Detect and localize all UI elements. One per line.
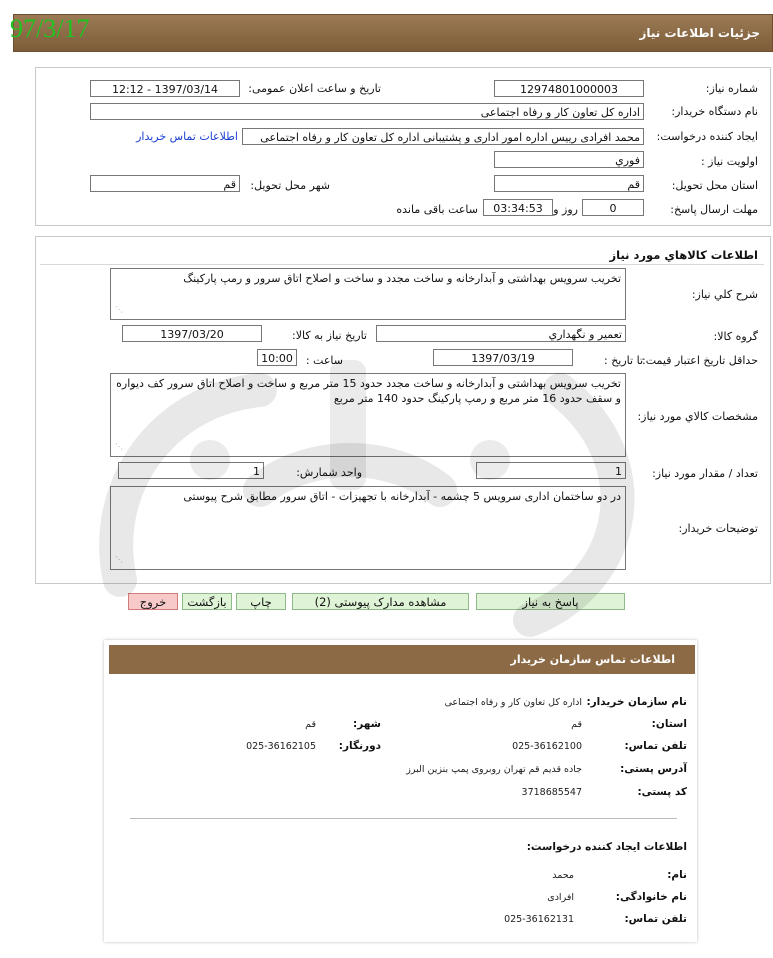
need-date-label: تاریخ نیاز به کالا: [292,329,367,342]
creator-last-name-value: افرادی [547,892,574,903]
contact-address-value: جاده قدیم قم تهران روبروی پمپ بنزین البرز [406,764,582,775]
unit-label: واحد شمارش: [296,466,362,479]
contact-province-label: استان: [651,718,687,730]
goods-group-field: تعمیر و نگهداري [376,325,626,342]
resize-grip-icon: ⋰ [115,555,123,564]
buyer-org-field: اداره کل تعاون کار و رفاه اجتماعی [90,103,644,120]
print-button[interactable]: چاپ [236,593,286,610]
view-attachments-button[interactable]: مشاهده مدارک پیوستی (2) [292,593,469,610]
contact-fax-value: 025-36162105 [246,741,316,752]
deadline-label: مهلت ارسال پاسخ: [670,203,758,216]
buyer-notes-text: در دو ساختمان اداری سرویس 5 چشمه - آبدارخانه با تجهیزات - اتاق سرور مطابق شرح پیوستی [183,490,621,503]
hour-label: ساعت : [305,354,343,367]
need-date-field: 1397/03/20 [122,325,262,342]
buyer-contact-link[interactable]: اطلاعات تماس خریدار [136,130,238,143]
province-field: قم [494,175,644,192]
contact-fax-label: دورنگار: [338,740,381,752]
contact-header [109,645,695,674]
requester-label: ایجاد کننده درخواست: [656,130,758,143]
quantity-label: تعداد / مقدار مورد نیاز: [652,467,758,480]
buyer-notes-textarea[interactable] [110,486,626,570]
creator-phone-value: 025-36162131 [504,914,574,925]
general-desc-textarea[interactable] [110,268,626,320]
to-date-label: تا تاریخ : [604,354,643,367]
need-number-label: شماره نیاز: [705,82,758,95]
announce-datetime-label: تاریخ و ساعت اعلان عمومی: [248,82,381,95]
specs-label: مشخصات کالاي مورد نياز: [637,410,758,423]
goods-divider [40,264,764,265]
specs-textarea[interactable] [110,373,626,457]
city-label: شهر محل تحویل: [250,179,330,192]
page-title: جزئیات اطلاعات نیاز [639,26,760,40]
contact-postal-label: کد پستی: [637,786,687,798]
announce-datetime-field: 1397/03/14 - 12:12 [90,80,240,97]
contact-postal-value: 3718685547 [521,787,582,798]
creator-last-name-label: نام خانوادگی: [615,891,687,903]
creator-first-name-value: محمد [552,870,574,881]
goods-group-label: گروه کالا: [713,330,758,343]
buyer-notes-label: توضیحات خریدار: [678,522,758,535]
exit-button[interactable]: خروج [128,593,178,610]
province-label: استان محل تحویل: [671,179,758,192]
priority-field: فوري [494,151,644,168]
resize-grip-icon: ⋰ [115,305,123,314]
resize-grip-icon: ⋰ [115,442,123,451]
specs-text: تخریب سرویس بهداشتی و آبدارخانه و ساخت مجدد حدود 15 متر مربع و ساخت و اصلاح اتاق سرور کف دیواره و سقف حدود 16 متر مربع و رمپ پارکینگ حدود 140 متر مربع [116,377,621,405]
to-date-field: 1397/03/19 [433,349,573,366]
contact-title: اطلاعات تماس سازمان خریدار [510,653,675,666]
days-field: 0 [582,199,644,216]
quantity-field: 1 [476,462,626,479]
contact-province-value: قم [571,719,582,730]
contact-city-value: قم [305,719,316,730]
contact-divider [130,818,677,819]
hour-field: 10:00 [257,349,297,366]
contact-phone-value: 025-36162100 [512,741,582,752]
days-word: روز و [553,203,578,216]
city-field: قم [90,175,240,192]
creator-first-name-label: نام: [667,869,687,881]
back-button[interactable]: بازگشت [182,593,232,610]
title-bar [13,14,773,52]
priority-label: اولویت نیاز : [700,155,758,168]
general-desc-label: شرح کلي نياز: [691,288,758,301]
need-number-field: 12974801000003 [494,80,644,97]
unit-field: 1 [118,462,264,479]
time-remaining-field: 03:34:53 [483,199,553,216]
contact-card [104,640,697,942]
contact-address-label: آدرس پستی: [620,763,687,775]
contact-phone-label: تلفن تماس: [624,740,687,752]
time-remaining-label: ساعت باقی مانده [396,203,478,216]
goods-section-title: اطلاعات کالاهاي مورد نياز [609,248,758,262]
creator-title: اطلاعات ایجاد کننده درخواست: [526,841,687,853]
contact-org-value: اداره کل تعاون کار و رفاه اجتماعی [444,697,582,708]
general-desc-text: تخریب سرویس بهداشتی و آبدارخانه و ساخت مجدد و ساخت و اصلاح اتاق سرور و رمپ پارکینگ [183,272,621,285]
min-validity-label: حداقل تاریخ اعتبار قیمت: [642,354,758,367]
date-stamp: 97/3/17 [10,14,90,43]
contact-org-label: نام سازمان خریدار: [586,696,687,708]
creator-phone-label: تلفن تماس: [624,913,687,925]
buyer-org-label: نام دستگاه خریدار: [671,105,758,118]
reply-button[interactable]: پاسخ به نیاز [476,593,625,610]
contact-city-label: شهر: [353,718,381,730]
requester-field: محمد افرادی رییس اداره امور اداری و پشتیبانی اداره کل تعاون کار و رفاه اجتماعی [242,128,644,145]
